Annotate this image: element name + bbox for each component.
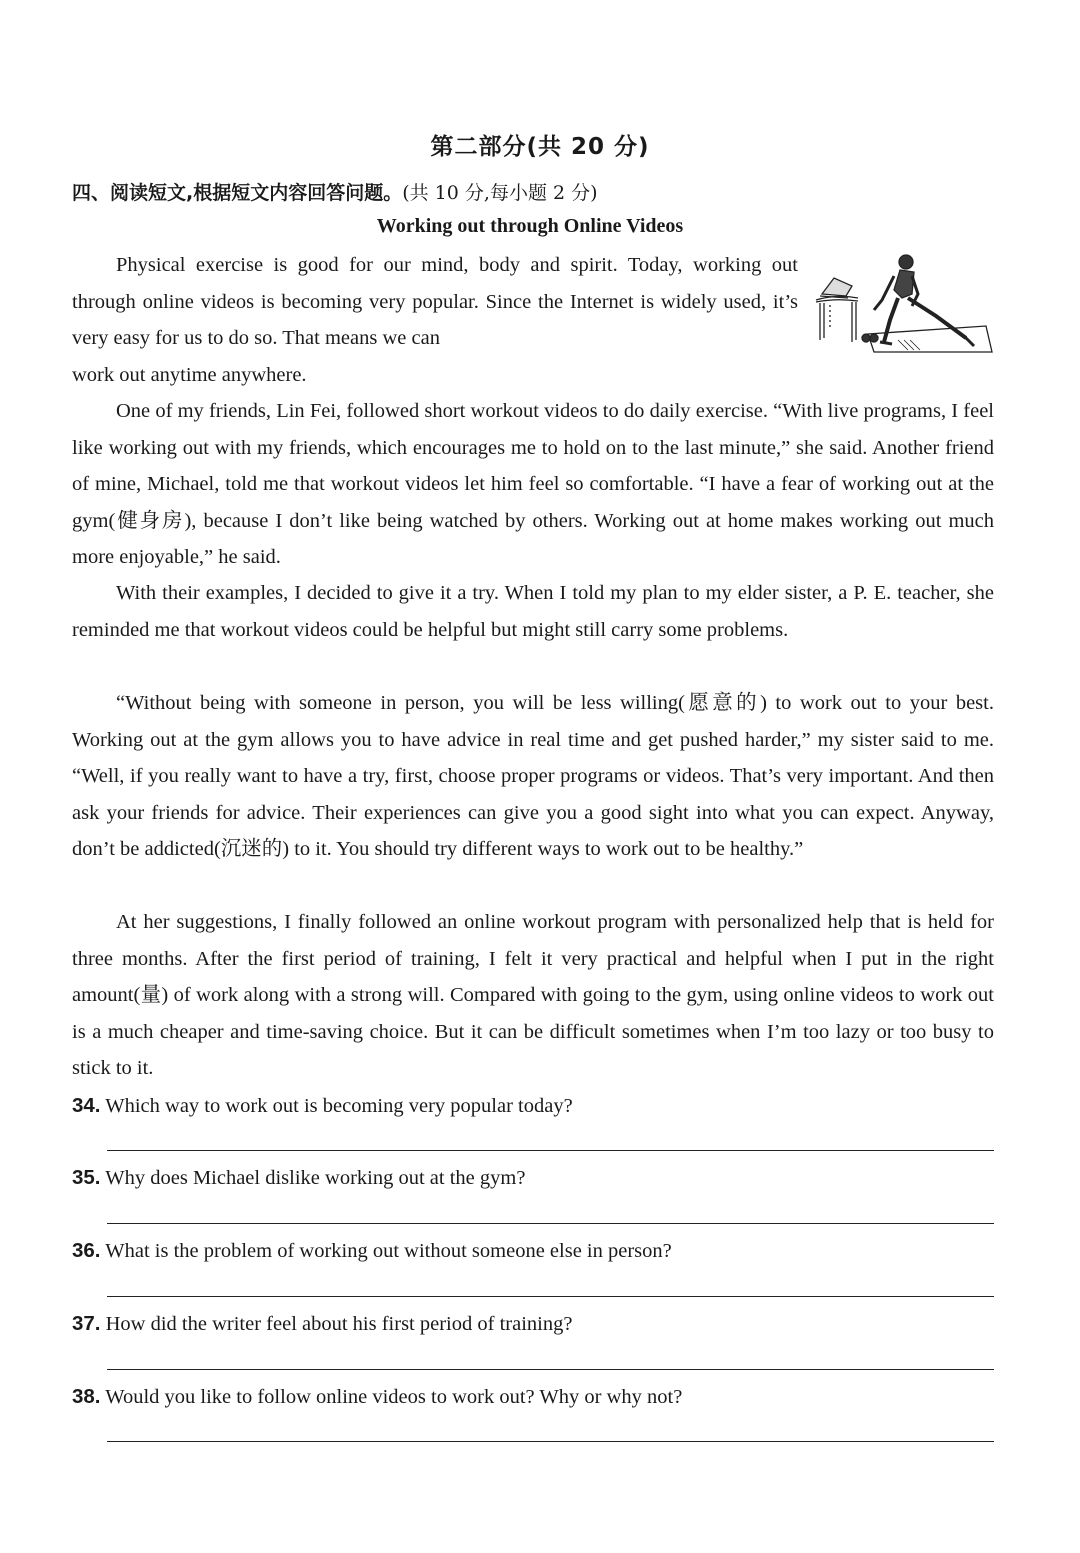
question-35 <box>72 1163 525 1193</box>
section-points-note: (共 10 分,每小题 2 分) <box>402 182 598 204</box>
question-text: Which way to work out is becoming very popular today? <box>105 1095 573 1117</box>
article-paragraph-2: One of my friends, Lin Fei, followed short workout videos to do daily exercise. “With live programs, I feel like working out with my friends, which encourages me to hold on to the last minute,” she said. Another friend of mine, Michael, told me that workout videos let him feel so comfortable. “I have a fear of working out at the gym(健身房), because I don’t like being watched by others. Working out at home makes working out much more enjoyable,” he said. <box>72 400 994 569</box>
article-paragraph-3: With their examples, I decided to give it a try. When I told my plan to my elder sister, a P. E. teacher, she reminded me that workout videos could be helpful but might still carry some problems. <box>72 582 994 641</box>
section-heading <box>72 178 598 205</box>
answer-line-38[interactable] <box>107 1441 994 1442</box>
question-text: What is the problem of working out without someone else in person? <box>105 1240 672 1262</box>
question-number: 34. <box>72 1094 101 1117</box>
article-paragraph-4: “Without being with someone in person, you will be less willing(愿意的) to work out to your best. Working out at the gym allows you to have advice in real time and get pushed harder,” my sister said to me. “Well, if you really want to have a try, first, choose proper programs or videos. That’s very important. And then ask your friends for advice. Their experiences can give you a good sight into what you can expect. Anyway, don’t be addicted(沉迷的) to it. You should try different ways to work out to be healthy.” <box>72 692 994 861</box>
question-36 <box>72 1236 672 1266</box>
workout-illustration <box>808 250 993 356</box>
question-number: 36. <box>72 1239 101 1262</box>
question-text: Why does Michael dislike working out at the gym? <box>105 1167 526 1189</box>
article-title: Working out through Online Videos <box>376 215 684 237</box>
paragraph-1-text: Physical exercise is good for our mind, body and spirit. Today, working out through online videos is becoming very popular. Since the Internet is widely used, it’s very easy for us to do so. That means we can <box>72 254 798 350</box>
question-number: 37. <box>72 1312 101 1335</box>
article-paragraph-1 <box>72 247 798 393</box>
question-number: 38. <box>72 1385 101 1408</box>
answer-line-34[interactable] <box>107 1150 994 1151</box>
page-title: 第二部分(共 20 分) <box>430 134 650 160</box>
question-34 <box>72 1091 573 1121</box>
article-paragraph-5: At her suggestions, I finally followed an online workout program with personalized help that is held for three months. After the first period of training, I felt it very practical and helpful when I put in the right amount(量) of work along with a strong will. Compared with going to the gym, using online videos to work out is a much cheaper and time-saving choice. But it can be difficult sometimes when I’m too lazy or too busy to stick to it. <box>72 911 994 1080</box>
paragraph-1-tail: work out anytime anywhere. <box>72 363 307 386</box>
question-text: How did the writer feel about his first period of training? <box>105 1313 573 1335</box>
question-37 <box>72 1309 572 1339</box>
answer-line-35[interactable] <box>107 1223 994 1224</box>
answer-line-36[interactable] <box>107 1296 994 1297</box>
answer-line-37[interactable] <box>107 1369 994 1370</box>
section-instruction: 四、阅读短文,根据短文内容回答问题。 <box>72 182 403 204</box>
question-text: Would you like to follow online videos to work out? Why or why not? <box>105 1386 683 1408</box>
question-number: 35. <box>72 1166 101 1189</box>
question-38 <box>72 1382 682 1412</box>
